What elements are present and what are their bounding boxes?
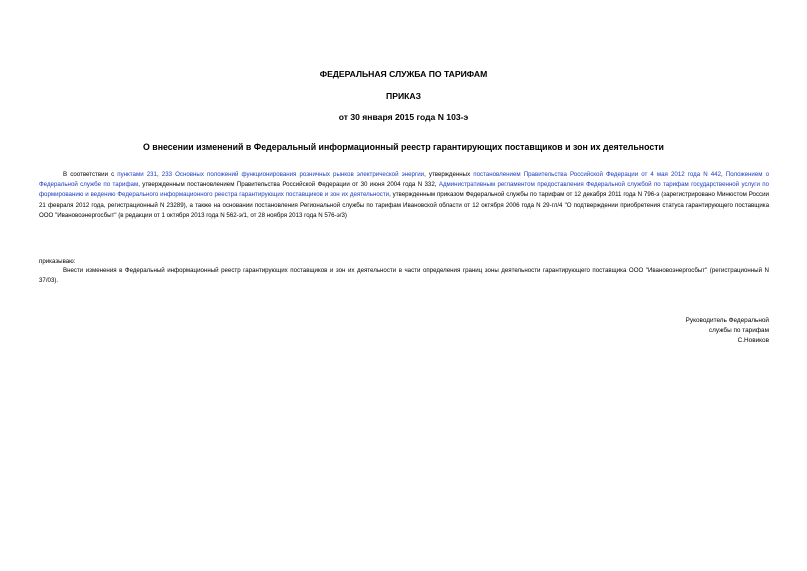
preamble-text-1: ,: [156, 171, 162, 178]
preamble-text-5: , утвержденным приказом Федеральной службы по тарифам от 12 декабря 2011 года N 796-э: [389, 191, 660, 199]
document-title: О внесении изменений в Федеральный информационный реестр гарантирующих поставщиков и зон их деятельности: [143, 142, 664, 152]
order-clause: Внести изменения в Федеральный информационный реестр гарантирующих поставщиков и зон их деятельности в части определения границ зоны деятельности гарантирующего поставщика ООО "Ивановоэнергосбыт" (регистрационный N 37/03).: [39, 267, 769, 285]
link-item-233-retail-market-provisions[interactable]: 233 Основных положений функционирования розничных рынков электрической энергии: [161, 171, 425, 178]
preamble-text-4: , утвержденным постановлением Правительства Российской Федерации от 30 июня 2004 года N 332,: [138, 181, 439, 189]
link-fst-regulation[interactable]: Положением о Федеральной службе по тарифам: [39, 171, 769, 189]
preamble-text-3: ,: [721, 171, 726, 178]
signature-position-line-1: Руководитель Федеральной: [685, 317, 769, 324]
document-type-heading: ПРИКАЗ: [386, 91, 421, 101]
preamble-text-2: , утвержденных: [424, 171, 474, 178]
link-administrative-regulation[interactable]: Административным регламентом предоставления Федеральной службой по тарифам государственной услуги по формированию и ведению Федерального информационного реестра гарантирующих поставщиков и зон их деятельности: [39, 181, 769, 199]
link-government-decree-442[interactable]: постановлением Правительства Российской Федерации от 4 мая 2012 года N 442: [473, 171, 721, 178]
document-date-number: от 30 января 2015 года N 103-э: [338, 112, 469, 122]
agency-heading: ФЕДЕРАЛЬНАЯ СЛУЖБА ПО ТАРИФАМ: [319, 69, 488, 79]
link-item-231[interactable]: пунктами 231: [117, 171, 157, 178]
resolved-label: приказываю:: [39, 258, 76, 265]
signature-block: [686, 316, 769, 347]
signatory-name: С.Новиков: [737, 337, 769, 345]
preamble-text-0: В соответствии с: [63, 171, 118, 178]
signature-position-line-2: службы по тарифам: [708, 327, 769, 335]
preamble-paragraph: [39, 170, 769, 221]
preamble-text-6: (зарегистрировано Минюстом России 21 февраля 2012 года, регистрационный N 23289), а также на основании постановления Региональной службы по тарифам Ивановской области от 12 октября 2006 года N 29-гл/4 "О подтверждении приобретения статуса гарантирующего поставщика ООО "Ивановоэнергосбыт" (в редакции от 1 октября 2013 года N 562-э/1, от 28 ноября 2013 года N 576-э/3): [39, 191, 769, 219]
